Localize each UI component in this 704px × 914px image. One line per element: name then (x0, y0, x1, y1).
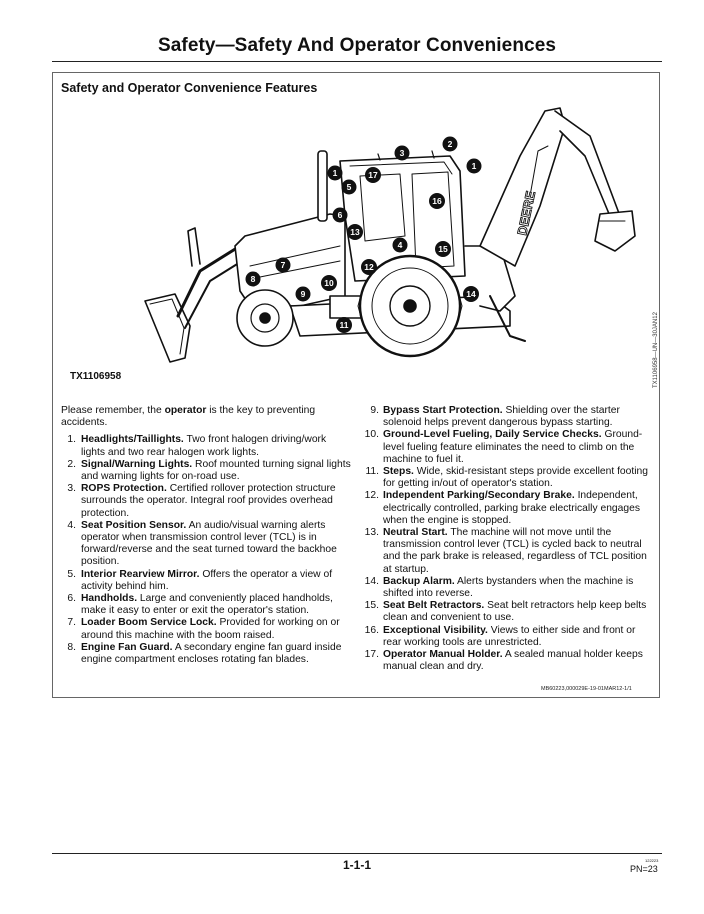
callout-10 (321, 275, 337, 291)
feature-item: 17. Operator Manual Holder. A sealed manual holder keeps manual clean and dry. (364, 649, 643, 673)
callout-2 (443, 137, 458, 152)
feature-item: 5. Interior Rearview Mirror. Offers the operator a view of activity behind him. (67, 568, 333, 592)
feature-item: 13. Neutral Start. The machine will not move until the transmission control lever (TCL) is cycled back to neutral and the park brake is released, regardless of TCL position at startup. (364, 527, 647, 575)
features-column-right (363, 405, 655, 673)
callout-7 (276, 258, 291, 273)
feature-item: 15. Seat Belt Retractors. Seat belt retractors help keep belts clean and convenient to use. (364, 600, 647, 624)
figure-id: TX1106958 (70, 371, 122, 382)
svg-text:17: 17 (368, 170, 378, 180)
feature-item: 10. Ground-Level Fueling, Daily Service Checks. Ground-level fueling feature eliminates the need to climb on the machine to fuel it. (364, 429, 643, 465)
intro-paragraph: Please remember, the operator is the key to preventing accidents. (61, 405, 316, 429)
footer-rule (52, 853, 662, 854)
title-rule (52, 61, 662, 62)
backhoe-loader-illustration (60, 96, 650, 388)
callout-3 (395, 146, 410, 161)
page-number: 1-1-1 (342, 858, 371, 872)
callout-1a (328, 166, 343, 181)
feature-item: 9. Bypass Start Protection. Shielding over the starter solenoid helps prevent dangerous bypass starting. (370, 405, 620, 429)
svg-text:3: 3 (399, 148, 405, 158)
feature-item: 16. Exceptional Visibility. Views to either side and front or rear working tools are unrestricted. (364, 624, 636, 648)
features-column-left (61, 405, 353, 666)
callout-5 (342, 180, 357, 195)
svg-text:13: 13 (350, 227, 360, 237)
section-heading: Safety and Operator Convenience Features (61, 81, 318, 95)
feature-item: 1. Headlights/Taillights. Two front halogen driving/work lights and two rear halogen work lights. (67, 434, 327, 458)
svg-text:10: 10 (324, 278, 334, 288)
feature-item: 3. ROPS Protection. Certified rollover protection structure surrounds the operator. Integral roof provides overhead protection. (67, 483, 336, 519)
callout-17 (365, 167, 381, 183)
svg-text:1: 1 (332, 168, 338, 178)
svg-text:6: 6 (337, 210, 343, 220)
callout-16 (429, 193, 445, 209)
page-pn: PN=23 (630, 864, 658, 874)
figure-code: TX1106958—UN—30JAN12 (653, 312, 659, 388)
feature-item: 4. Seat Position Sensor. An audio/visual warning alerts operator when transmission control lever (TCL) is in forward/reverse and the seat turned toward the backhoe position. (67, 519, 337, 568)
callout-9 (296, 287, 311, 302)
svg-text:4: 4 (397, 240, 403, 250)
page-code-small: 122223 (645, 858, 659, 863)
feature-item: 8. Engine Fan Guard. A secondary engine fan guard inside engine compartment encloses rotating fan blades. (67, 641, 342, 666)
svg-text:7: 7 (280, 260, 286, 270)
feature-item: 7. Loader Boom Service Lock. Provided for working on or around this machine with the boom raised. (67, 617, 340, 641)
svg-text:2: 2 (447, 139, 453, 149)
svg-text:15: 15 (438, 244, 448, 254)
page-title: Safety—Safety And Operator Conveniences (157, 35, 557, 56)
callout-4 (393, 238, 408, 253)
features-list-left (61, 434, 353, 666)
svg-text:1: 1 (471, 161, 477, 171)
callout-13 (347, 224, 363, 240)
callout-1b (467, 159, 482, 174)
feature-item: 11. Steps. Wide, skid-resistant steps provide excellent footing for getting in/out of operator's station. (365, 466, 648, 490)
callout-14 (463, 286, 479, 302)
feature-item: 2. Signal/Warning Lights. Roof mounted turning signal lights and warning lights for on-road use. (67, 458, 351, 483)
features-list-right (363, 405, 655, 673)
svg-text:5: 5 (346, 182, 352, 192)
feature-item: 12. Independent Parking/Secondary Brake. Independent, electrically controlled, parking brake electrically engages when the engine is stopped. (364, 490, 640, 526)
callout-6 (333, 208, 348, 223)
callout-12 (361, 259, 377, 275)
callout-15 (435, 241, 451, 257)
svg-text:8: 8 (250, 274, 256, 284)
svg-text:16: 16 (432, 196, 442, 206)
callout-8 (246, 272, 261, 287)
callout-11 (336, 317, 352, 333)
feature-item: 14. Backup Alarm. Alerts bystanders when the machine is shifted into reverse. (364, 575, 634, 600)
feature-item: 6. Handholds. Large and conveniently placed handholds, make it easy to enter or exit the operator's station. (67, 593, 333, 617)
svg-text:11: 11 (339, 320, 349, 330)
svg-text:12: 12 (364, 262, 374, 272)
document-code: MB60223,000029E-19-01MAR12-1/1 (541, 686, 632, 692)
svg-text:9: 9 (300, 289, 306, 299)
deere-brand-text: DEERE (514, 189, 539, 237)
svg-text:14: 14 (466, 289, 476, 299)
